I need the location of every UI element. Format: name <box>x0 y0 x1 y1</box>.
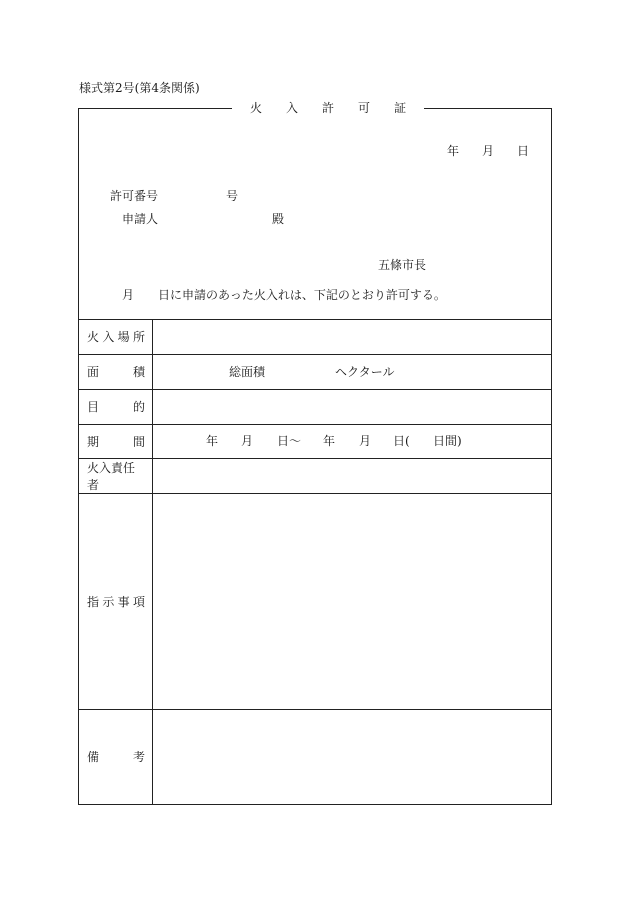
title-char: 証 <box>394 101 407 115</box>
label-char: 期 <box>87 434 100 449</box>
date-year: 年 <box>447 144 460 158</box>
label-char: 入 <box>102 330 115 344</box>
applicant-label: 申請人 <box>122 212 159 226</box>
applicant-honorific: 殿 <box>272 212 285 226</box>
label-char: 場 <box>117 330 130 344</box>
period-start-month: 月 <box>241 434 254 448</box>
label-char: 面 <box>87 365 100 379</box>
label-char: 事 <box>117 594 130 609</box>
issuer-name: 五條市長 <box>378 258 427 272</box>
area-total-label: 総面積 <box>229 365 266 379</box>
form-number-label: 様式第2号(第4条関係) <box>79 81 200 95</box>
date-month: 月 <box>482 144 495 158</box>
row-label-responsible <box>79 458 152 493</box>
title-char: 火 <box>250 101 263 115</box>
date-day: 日 <box>517 144 530 158</box>
period-start-day: 日〜 <box>277 434 302 448</box>
row-label-area <box>79 354 152 389</box>
label-char: 所 <box>132 330 145 344</box>
area-unit: ヘクタール <box>335 365 395 379</box>
column-divider <box>152 319 153 804</box>
row-label-location <box>79 319 152 354</box>
period-end-day: 日( <box>393 434 410 448</box>
period-end-month: 月 <box>359 434 372 448</box>
label-char: 備 <box>87 750 100 764</box>
statement-text: 日に申請のあった火入れは、下記のとおり許可する。 <box>158 288 446 302</box>
period-end-year: 年 <box>323 434 336 448</box>
permit-form-frame <box>78 108 552 805</box>
row-label-remarks <box>79 709 152 804</box>
row-label-period <box>79 424 152 458</box>
permit-number-label: 許可番号 <box>110 189 159 203</box>
period-days-suffix: 日間) <box>433 434 462 448</box>
label-text: 火入責任者 <box>87 460 136 492</box>
row-label-purpose <box>79 389 152 424</box>
label-char: 積 <box>132 365 145 379</box>
label-char: 指 <box>87 594 100 609</box>
label-char: 目 <box>87 400 100 414</box>
statement-month: 月 <box>122 288 135 302</box>
title-char: 許 <box>322 101 335 115</box>
permit-title <box>232 102 424 114</box>
period-start-year: 年 <box>206 434 219 448</box>
label-char: 示 <box>102 594 115 609</box>
label-char: 考 <box>132 750 145 764</box>
label-char: 的 <box>132 400 145 414</box>
permit-number-suffix: 号 <box>226 189 239 203</box>
row-label-instructions <box>79 493 152 709</box>
label-char: 火 <box>87 330 100 344</box>
title-char: 可 <box>358 101 371 115</box>
label-char: 項 <box>132 594 145 609</box>
label-char: 間 <box>132 434 145 449</box>
title-char: 入 <box>286 101 299 115</box>
